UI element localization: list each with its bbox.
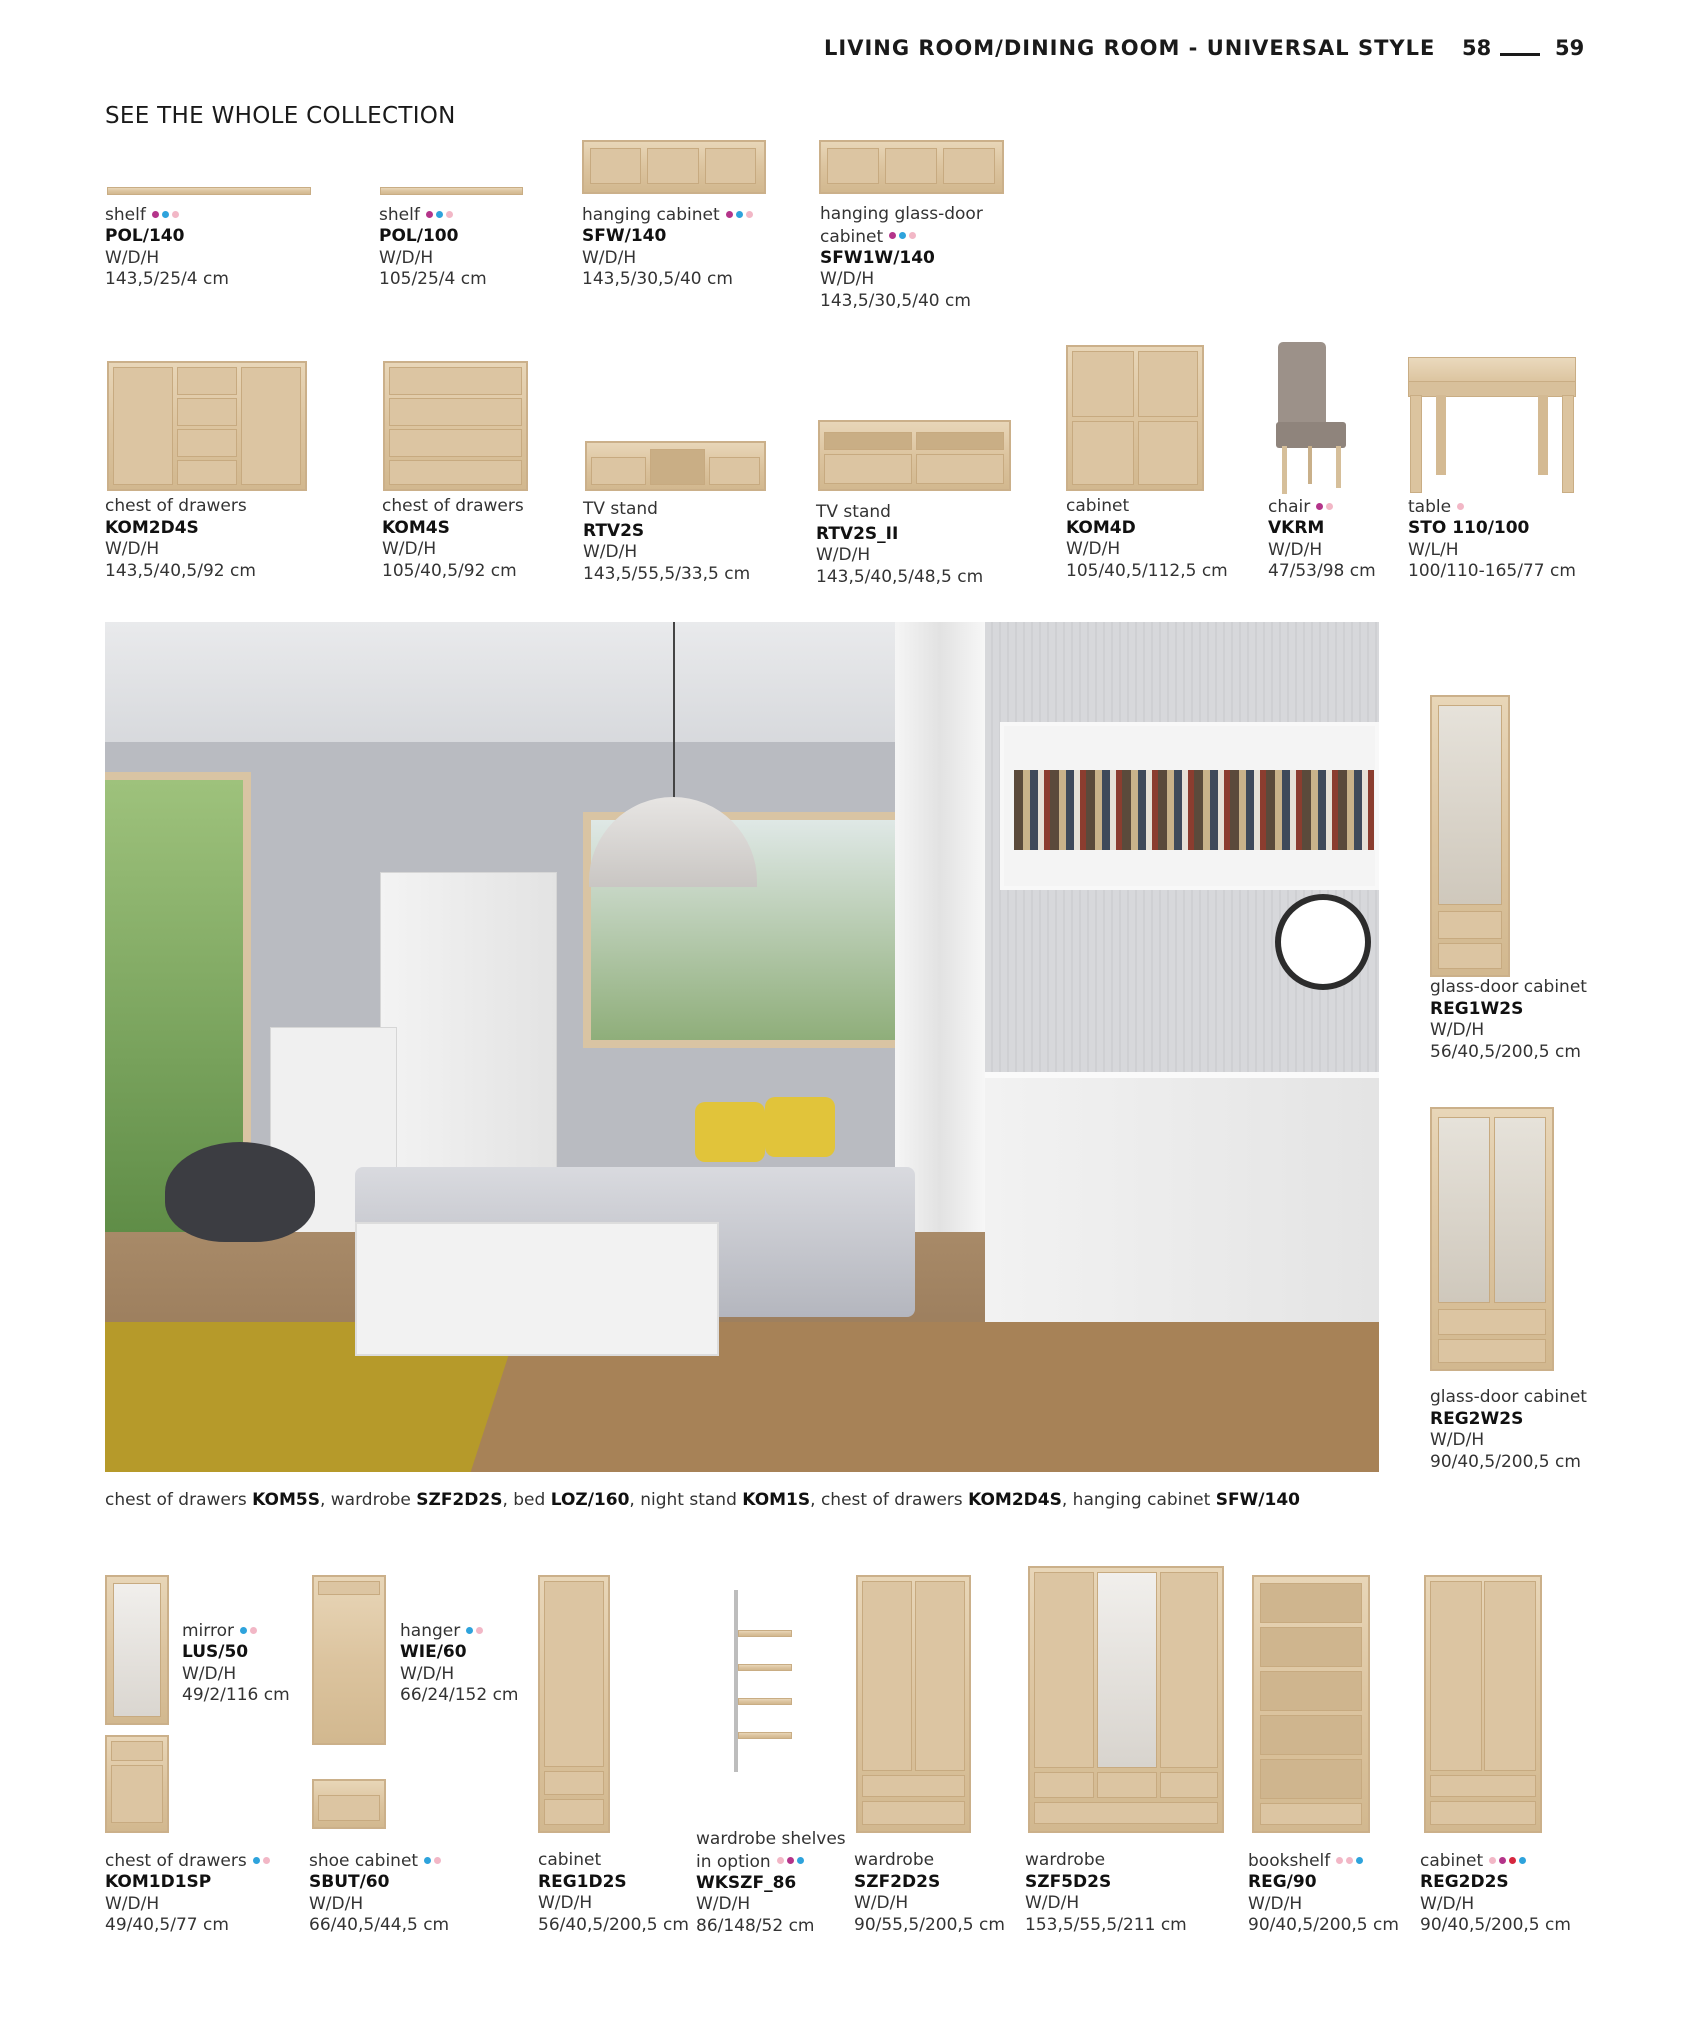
color-dot-blue — [797, 1857, 804, 1864]
product-dimensions: 66/24/152 cm — [400, 1685, 519, 1706]
product-kom4s — [382, 496, 524, 582]
product-dimensions: 143,5/30,5/40 cm — [582, 269, 733, 290]
color-dot-blue — [424, 1857, 431, 1864]
color-dots — [1457, 496, 1467, 518]
product-dimensions: 143,5/40,5/48,5 cm — [816, 566, 984, 587]
color-dot-pink — [434, 1857, 441, 1864]
dimension-label: W/D/H — [309, 1893, 364, 1914]
product-reg2w2s — [1430, 1387, 1587, 1473]
dimension-label: W/D/H — [1430, 1430, 1485, 1450]
cabinet-reg2d2s-image — [1424, 1575, 1542, 1833]
product-szf5d2s — [1025, 1850, 1187, 1936]
color-dot-pink — [263, 1857, 270, 1864]
caption-text: , night stand — [629, 1490, 743, 1510]
product-name: shelf — [379, 204, 420, 225]
color-dots — [424, 1850, 444, 1872]
color-dots — [466, 1620, 486, 1642]
product-dimensions: 143,5/30,5/40 cm — [820, 290, 971, 311]
product-code: WKSZF_86 — [696, 1872, 797, 1893]
dimension-label: W/D/H — [816, 545, 871, 565]
product-code: SFW1W/140 — [820, 247, 935, 268]
product-dimensions: 90/40,5/200,5 cm — [1248, 1915, 1399, 1936]
product-code: REG1W2S — [1430, 998, 1524, 1019]
product-name: mirror — [182, 1620, 234, 1641]
color-dot-blue — [253, 1857, 260, 1864]
photo-caption — [105, 1490, 1300, 1510]
product-dimensions: 56/40,5/200,5 cm — [1430, 1041, 1581, 1062]
color-dot-pink — [1346, 1857, 1353, 1864]
glass-door-cabinet-reg1w2s-image — [1430, 695, 1510, 977]
product-sto — [1408, 496, 1576, 583]
product-name: shelf — [105, 204, 146, 225]
dimension-label: W/D/H — [696, 1894, 751, 1915]
dimension-label: W/D/H — [379, 247, 434, 268]
product-name: chest of drawers — [105, 496, 247, 516]
product-name-line2: cabinet — [820, 226, 884, 247]
dimension-label: W/D/H — [182, 1663, 237, 1684]
product-code: SBUT/60 — [309, 1872, 390, 1893]
product-code: VKRM — [1268, 518, 1325, 539]
color-dot-purple — [889, 232, 896, 239]
product-kom4d — [1066, 496, 1228, 582]
product-dimensions: 105/40,5/112,5 cm — [1066, 560, 1228, 581]
color-dots — [240, 1620, 260, 1642]
product-rtv2s2 — [816, 502, 983, 588]
product-name: wardrobe — [1025, 1850, 1106, 1870]
product-rtv2s — [583, 499, 750, 585]
chest-kom4s-image — [383, 361, 528, 491]
caption-text: , hanging cabinet — [1061, 1490, 1216, 1510]
wardrobe-shelves-wkszf86-image — [730, 1590, 794, 1772]
caption-code: KOM5S — [252, 1490, 320, 1510]
product-sfw140 — [582, 204, 756, 291]
product-name: hanging cabinet — [582, 204, 720, 225]
color-dot-blue — [1356, 1857, 1363, 1864]
color-dot-pink — [1489, 1857, 1496, 1864]
product-kom2d4s — [105, 496, 256, 582]
page-number-divider — [1500, 53, 1540, 56]
product-code: RTV2S_II — [816, 523, 899, 544]
color-dot-purple — [152, 211, 159, 218]
product-code: REG/90 — [1248, 1872, 1317, 1893]
product-dimensions: 66/40,5/44,5 cm — [309, 1915, 450, 1936]
product-code: SZF5D2S — [1025, 1871, 1112, 1892]
color-dot-pink — [250, 1627, 257, 1634]
product-name: chair — [1268, 496, 1311, 517]
hanging-glass-door-cabinet-image — [819, 140, 1004, 194]
product-name: table — [1408, 496, 1452, 517]
color-dot-blue — [899, 232, 906, 239]
product-dimensions: 105/40,5/92 cm — [382, 560, 517, 581]
dimension-label: W/D/H — [1268, 539, 1323, 560]
product-name: TV stand — [583, 499, 658, 519]
chest-kom1d1sp-image — [105, 1735, 169, 1833]
product-name: hanging glass-door — [820, 204, 983, 224]
dimension-label: W/D/H — [1430, 1020, 1485, 1040]
color-dots — [1489, 1850, 1529, 1872]
hanger-wie60-image — [312, 1575, 386, 1745]
product-reg2d2s — [1420, 1850, 1571, 1937]
product-name: wardrobe shelves — [696, 1829, 846, 1849]
caption-code: KOM1S — [742, 1490, 811, 1510]
color-dot-pink — [446, 211, 453, 218]
product-name: wardrobe — [854, 1850, 935, 1870]
product-name: bookshelf — [1248, 1850, 1331, 1871]
cabinet-reg1d2s-image — [538, 1575, 610, 1833]
product-wkszf86 — [696, 1829, 846, 1937]
color-dot-red — [1509, 1857, 1516, 1864]
cabinet-kom4d-image — [1066, 345, 1204, 491]
shelf-pol140-image — [107, 187, 311, 195]
caption-code: SZF2D2S — [416, 1490, 503, 1510]
product-code: REG2D2S — [1420, 1872, 1509, 1893]
chest-kom2d4s-image — [107, 361, 307, 491]
product-name: cabinet — [538, 1850, 602, 1870]
color-dot-pink — [1326, 503, 1333, 510]
product-dimensions: 143,5/40,5/92 cm — [105, 560, 256, 581]
product-code: REG1D2S — [538, 1871, 627, 1892]
color-dot-pink — [476, 1627, 483, 1634]
product-lus50 — [182, 1620, 290, 1707]
color-dot-pink — [1457, 503, 1464, 510]
color-dot-pink — [777, 1857, 784, 1864]
product-name-line2: in option — [696, 1851, 771, 1872]
product-dimensions: 90/40,5/200,5 cm — [1430, 1451, 1581, 1472]
product-sbut60 — [309, 1850, 449, 1937]
product-dimensions: 90/55,5/200,5 cm — [854, 1914, 1005, 1935]
dimension-label: W/L/H — [1408, 539, 1459, 560]
table-sto-image — [1408, 357, 1576, 493]
product-dimensions: 143,5/25/4 cm — [105, 269, 229, 290]
product-code: LUS/50 — [182, 1642, 249, 1663]
tv-stand-rtv2s2-image — [818, 420, 1011, 491]
page-header-title: LIVING ROOM/DINING ROOM - UNIVERSAL STYLE — [824, 36, 1436, 60]
product-dimensions: 56/40,5/200,5 cm — [538, 1914, 689, 1935]
color-dot-purple — [1316, 503, 1323, 510]
color-dot-purple — [726, 211, 733, 218]
color-dot-pink — [746, 211, 753, 218]
product-code: REG2W2S — [1430, 1408, 1524, 1429]
product-name: hanger — [400, 1620, 461, 1641]
color-dot-blue — [162, 211, 169, 218]
dimension-label: W/D/H — [1248, 1893, 1303, 1914]
color-dots — [426, 204, 456, 226]
product-dimensions: 100/110-165/77 cm — [1408, 561, 1576, 582]
product-name: chest of drawers — [105, 1850, 247, 1871]
product-name: shoe cabinet — [309, 1850, 419, 1871]
color-dots — [1336, 1850, 1366, 1872]
product-reg1w2s — [1430, 977, 1587, 1063]
color-dots — [1316, 496, 1336, 518]
color-dots — [253, 1850, 273, 1872]
product-code: WIE/60 — [400, 1642, 467, 1663]
dimension-label: W/D/H — [538, 1893, 593, 1913]
product-name: glass-door cabinet — [1430, 1387, 1587, 1407]
product-code: RTV2S — [583, 520, 645, 541]
dimension-label: W/D/H — [854, 1893, 909, 1913]
product-szf2d2s — [854, 1850, 1005, 1936]
caption-code: SFW/140 — [1215, 1490, 1301, 1510]
product-vkrm — [1268, 496, 1376, 583]
color-dot-purple — [426, 211, 433, 218]
product-code: KOM2D4S — [105, 517, 199, 538]
dimension-label: W/D/H — [105, 1893, 160, 1914]
room-photo — [105, 622, 1379, 1472]
dimension-label: W/D/H — [105, 539, 160, 559]
page-number-right: 59 — [1555, 36, 1585, 60]
product-name: glass-door cabinet — [1430, 977, 1587, 997]
color-dot-blue — [240, 1627, 247, 1634]
product-reg1d2s — [538, 1850, 689, 1936]
color-dots — [152, 204, 182, 226]
product-dimensions: 143,5/55,5/33,5 cm — [583, 563, 751, 584]
dimension-label: W/D/H — [583, 542, 638, 562]
product-reg90 — [1248, 1850, 1399, 1937]
color-dot-blue — [1519, 1857, 1526, 1864]
caption-code: LOZ/160 — [550, 1490, 630, 1510]
product-dimensions: 105/25/4 cm — [379, 269, 487, 290]
bookshelf-reg90-image — [1252, 1575, 1370, 1833]
dimension-label: W/D/H — [1025, 1893, 1080, 1913]
color-dots — [777, 1851, 807, 1873]
dimension-label: W/D/H — [1420, 1893, 1475, 1914]
product-name: TV stand — [816, 502, 891, 522]
wardrobe-szf5d2s-image — [1028, 1566, 1224, 1833]
glass-door-cabinet-reg2w2s-image — [1430, 1107, 1554, 1371]
caption-text: , chest of drawers — [810, 1490, 969, 1510]
product-code: SZF2D2S — [854, 1871, 941, 1892]
dimension-label: W/D/H — [400, 1663, 455, 1684]
product-dimensions: 49/2/116 cm — [182, 1685, 290, 1706]
dimension-label: W/D/H — [582, 247, 637, 268]
color-dot-purple — [787, 1857, 794, 1864]
page-number-left: 58 — [1462, 36, 1492, 60]
dimension-label: W/D/H — [105, 247, 160, 268]
mirror-lus50-image — [105, 1575, 169, 1725]
color-dot-purple — [1499, 1857, 1506, 1864]
wardrobe-szf2d2s-image — [856, 1575, 971, 1833]
product-dimensions: 47/53/98 cm — [1268, 561, 1376, 582]
dimension-label: W/D/H — [820, 269, 875, 290]
product-code: KOM4S — [382, 517, 450, 538]
product-dimensions: 153,5/55,5/211 cm — [1025, 1914, 1187, 1935]
color-dot-pink — [1336, 1857, 1343, 1864]
product-sfw1w140 — [820, 204, 983, 312]
caption-text: chest of drawers — [105, 1490, 253, 1510]
color-dot-pink — [172, 211, 179, 218]
product-code: STO 110/100 — [1408, 518, 1530, 539]
caption-text: , bed — [502, 1490, 551, 1510]
dimension-label: W/D/H — [1066, 539, 1121, 559]
hanging-cabinet-image — [582, 140, 766, 194]
product-pol140 — [105, 204, 229, 291]
color-dot-pink — [909, 232, 916, 239]
color-dot-blue — [436, 211, 443, 218]
product-dimensions: 90/40,5/200,5 cm — [1420, 1915, 1571, 1936]
color-dots — [726, 204, 756, 226]
tv-stand-rtv2s-image — [585, 441, 766, 491]
product-code: KOM4D — [1066, 517, 1136, 538]
color-dot-blue — [466, 1627, 473, 1634]
product-code: SFW/140 — [582, 226, 667, 247]
product-name: chest of drawers — [382, 496, 524, 516]
product-code: POL/140 — [105, 226, 185, 247]
product-code: KOM1D1SP — [105, 1872, 212, 1893]
caption-code: KOM2D4S — [968, 1490, 1062, 1510]
color-dot-blue — [736, 211, 743, 218]
section-title: SEE THE WHOLE COLLECTION — [105, 103, 456, 129]
product-code: POL/100 — [379, 226, 459, 247]
product-dimensions: 86/148/52 cm — [696, 1915, 815, 1936]
dimension-label: W/D/H — [382, 539, 437, 559]
shelf-pol100-image — [380, 187, 523, 195]
chair-vkrm-image — [1268, 342, 1354, 494]
product-dimensions: 49/40,5/77 cm — [105, 1915, 229, 1936]
caption-text: , wardrobe — [319, 1490, 417, 1510]
product-pol100 — [379, 204, 487, 291]
product-wie60 — [400, 1620, 518, 1707]
product-name: cabinet — [1066, 496, 1130, 516]
shoe-cabinet-sbut60-image — [312, 1779, 386, 1829]
color-dots — [889, 226, 919, 248]
product-kom1d1sp — [105, 1850, 273, 1937]
product-name: cabinet — [1420, 1850, 1484, 1871]
